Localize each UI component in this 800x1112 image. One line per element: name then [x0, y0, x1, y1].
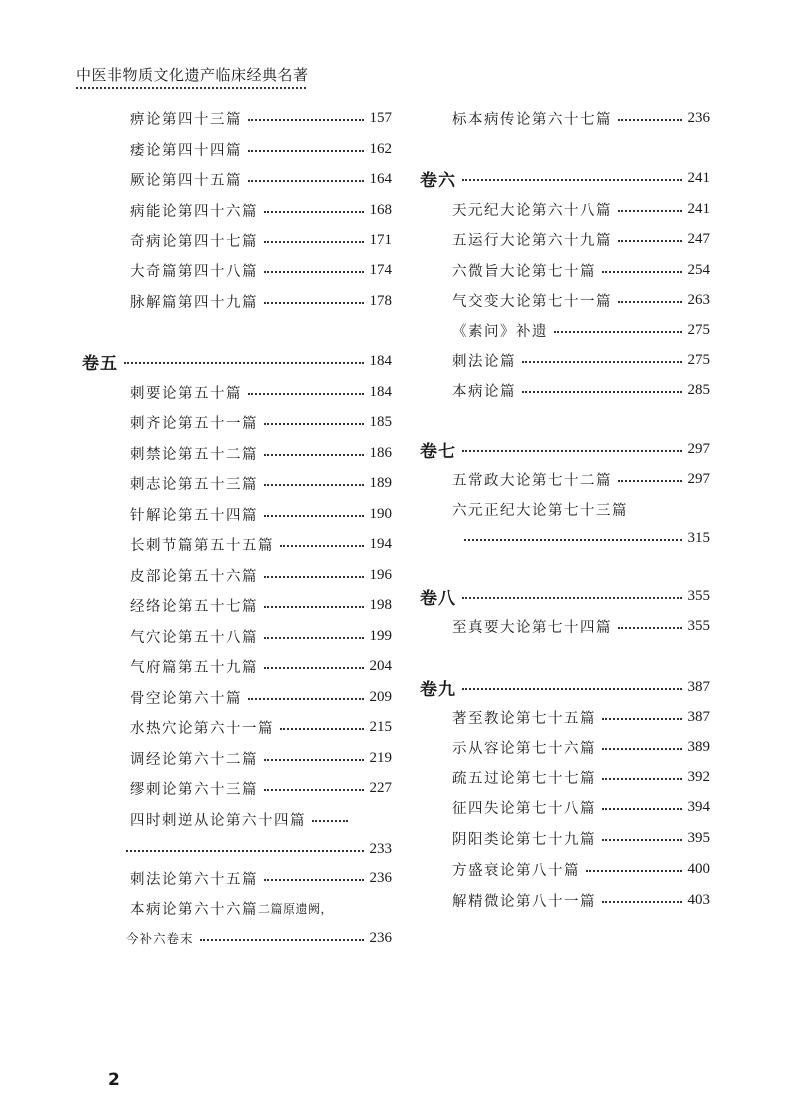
- toc-entry[interactable]: [130, 380, 392, 404]
- leader-dots: [602, 808, 682, 810]
- leader-dots: [264, 879, 364, 881]
- leader-dots: [264, 606, 364, 608]
- toc-entry-label: 大奇篇第四十八篇: [130, 263, 258, 280]
- toc-entry-page: 164: [369, 170, 392, 187]
- leader-dots: [248, 150, 364, 152]
- toc-entry-page: 189: [369, 474, 392, 491]
- toc-entry-label: 针解论第五十四篇: [130, 507, 258, 524]
- toc-entry-label: 五常政大论第七十二篇: [452, 472, 612, 489]
- toc-entry-page: 198: [369, 596, 392, 613]
- toc-entry-label: 阴阳类论第七十九篇: [452, 831, 596, 848]
- toc-entry-page: 194: [369, 535, 392, 552]
- running-header: 中医非物质文化遗产临床经典名著: [76, 66, 309, 84]
- toc-entry-label: 痿论第四十四篇: [130, 142, 242, 159]
- toc-entry-page: 254: [687, 261, 710, 278]
- toc-entry-page: 199: [369, 627, 392, 644]
- toc-entry-page: 247: [687, 230, 710, 247]
- toc-entry[interactable]: [130, 167, 392, 191]
- leader-dots: [200, 939, 364, 941]
- leader-dots: [462, 450, 682, 452]
- toc-entry-page: 236: [687, 109, 710, 126]
- leader-dots: [124, 362, 364, 364]
- leader-dots: [618, 301, 682, 303]
- leader-dots: [554, 331, 682, 333]
- toc-entry-page: 389: [687, 738, 710, 755]
- leader-dots: [522, 391, 682, 393]
- toc-entry-page: 394: [687, 798, 710, 815]
- toc-entry-label: 厥论第四十五篇: [130, 172, 242, 189]
- leader-dots: [264, 576, 364, 578]
- toc-entry-label: 本病论第六十六篇: [130, 901, 258, 918]
- toc-entry-label: 本病论篇: [452, 383, 516, 400]
- toc-entry-label: 痹论第四十三篇: [130, 111, 242, 128]
- toc-entry-page: 190: [369, 505, 392, 522]
- leader-dots: [264, 789, 364, 791]
- toc-entry-continuation: [126, 926, 392, 950]
- toc-entry-page: 297: [687, 440, 710, 457]
- toc-entry[interactable]: [452, 467, 710, 491]
- toc-entry-continuation: [126, 837, 392, 861]
- toc-entry[interactable]: [130, 228, 392, 252]
- toc-entry-page: 227: [369, 779, 392, 796]
- leader-dots: [264, 515, 364, 517]
- toc-entry[interactable]: [130, 532, 392, 556]
- toc-entry-label: 《素问》补遗: [452, 323, 548, 340]
- leader-dots: [248, 393, 364, 395]
- leader-dots: [264, 637, 364, 639]
- toc-entry[interactable]: [452, 705, 710, 729]
- toc-entry-label: 皮部论第五十六篇: [130, 568, 258, 585]
- toc-entry[interactable]: [130, 258, 392, 282]
- toc-entry-label: 刺法论篇: [452, 353, 516, 370]
- toc-entry-page: 263: [687, 291, 710, 308]
- toc-entry-page: 185: [369, 413, 392, 430]
- toc-entry-page: 315: [687, 529, 710, 546]
- toc-volume-label: 卷九: [420, 679, 456, 700]
- toc-entry-note-continued: 今补六卷末: [126, 931, 194, 946]
- toc-entry[interactable]: [130, 502, 392, 526]
- toc-entry-label: 四时刺逆从论第六十四篇: [130, 812, 306, 829]
- toc-entry-label: 六微旨大论第七十篇: [452, 263, 596, 280]
- leader-dots: [586, 870, 682, 872]
- toc-entry-page: 196: [369, 566, 392, 583]
- toc-entry[interactable]: [452, 765, 710, 789]
- toc-volume-label: 卷五: [82, 353, 118, 374]
- toc-entry-label: 方盛衰论第八十篇: [452, 862, 580, 879]
- toc-entry-page: 297: [687, 470, 710, 487]
- leader-dots: [280, 728, 364, 730]
- toc-entry-page: 178: [369, 292, 392, 309]
- leader-dots: [264, 302, 364, 304]
- toc-volume-label: 卷六: [420, 170, 456, 191]
- toc-entry-label: 刺要论第五十篇: [130, 385, 242, 402]
- toc-volume-heading[interactable]: [82, 349, 392, 373]
- toc-entry-page: 236: [369, 929, 392, 946]
- toc-entry[interactable]: [130, 137, 392, 161]
- toc-entry[interactable]: [452, 318, 710, 342]
- toc-entry-page: 204: [369, 657, 392, 674]
- leader-dots: [602, 778, 682, 780]
- toc-entry[interactable]: [452, 857, 710, 881]
- toc-entry-label: 五运行大论第六十九篇: [452, 232, 612, 249]
- toc-entry-page: 241: [687, 169, 710, 186]
- toc-entry-label: 经络论第五十七篇: [130, 598, 258, 615]
- toc-entry[interactable]: [130, 441, 392, 465]
- toc-entry-page: 233: [369, 840, 392, 857]
- toc-entry-page: 355: [687, 617, 710, 634]
- toc-entry-label: 刺齐论第五十一篇: [130, 415, 258, 432]
- toc-entry-page: 355: [687, 587, 710, 604]
- toc-entry-label: 示从容论第七十六篇: [452, 740, 596, 757]
- toc-entry-label: 天元纪大论第六十八篇: [452, 202, 612, 219]
- toc-entry-page: 403: [687, 891, 710, 908]
- toc-entry-label: 调经论第六十二篇: [130, 751, 258, 768]
- toc-entry-page: 400: [687, 860, 710, 877]
- toc-entry-label: 病能论第四十六篇: [130, 203, 258, 220]
- toc-entry-label: 气交变大论第七十一篇: [452, 293, 612, 310]
- toc-entry-label: 骨空论第六十篇: [130, 690, 242, 707]
- toc-entry-label: 长刺节篇第五十五篇: [130, 537, 274, 554]
- toc-volume-heading[interactable]: [420, 675, 710, 699]
- toc-volume-heading[interactable]: [420, 166, 710, 190]
- toc-entry-continuation: [464, 526, 710, 550]
- leader-dots: [264, 241, 364, 243]
- leader-dots: [462, 179, 682, 181]
- toc-entry-label: 缪刺论第六十三篇: [130, 781, 258, 798]
- toc-entry-page: 387: [687, 708, 710, 725]
- leader-dots: [264, 211, 364, 213]
- toc-entry-page: 395: [687, 829, 710, 846]
- leader-dots: [464, 539, 682, 541]
- toc-entry[interactable]: [130, 866, 392, 890]
- toc-entry[interactable]: [452, 614, 710, 638]
- leader-dots: [462, 688, 682, 690]
- leader-dots: [618, 627, 682, 629]
- toc-entry[interactable]: [130, 471, 392, 495]
- leader-dots: [602, 901, 682, 903]
- leader-dots: [522, 361, 682, 363]
- toc-entry[interactable]: [130, 807, 392, 831]
- toc-entry-page: 184: [369, 352, 392, 369]
- toc-entry[interactable]: [452, 378, 710, 402]
- toc-entry[interactable]: [452, 258, 710, 282]
- toc-entry-page: 186: [369, 444, 392, 461]
- toc-entry-page: 285: [687, 381, 710, 398]
- toc-entry-label: 刺禁论第五十二篇: [130, 446, 258, 463]
- toc-entry[interactable]: [130, 624, 392, 648]
- leader-dots: [248, 119, 364, 121]
- toc-entry[interactable]: [130, 593, 392, 617]
- toc-entry[interactable]: [452, 288, 710, 312]
- toc-entry-label: 六元正纪大论第七十三篇: [452, 502, 628, 519]
- toc-entry-page: 219: [369, 749, 392, 766]
- toc-entry[interactable]: [452, 348, 710, 372]
- leader-dots: [618, 240, 682, 242]
- leader-dots: [618, 119, 682, 121]
- toc-entry-page: 168: [369, 201, 392, 218]
- toc-entry[interactable]: [130, 410, 392, 434]
- toc-entry[interactable]: [130, 715, 392, 739]
- toc-entry-page: 241: [687, 200, 710, 217]
- leader-dots: [280, 545, 364, 547]
- leader-dots: [312, 820, 348, 822]
- header-dotted-rule: [76, 87, 306, 89]
- toc-entry-note: 二篇原遗阙，: [258, 901, 334, 916]
- leader-dots: [264, 423, 364, 425]
- leader-dots: [264, 454, 364, 456]
- toc-entry-label: 刺志论第五十三篇: [130, 476, 258, 493]
- toc-entry-page: 236: [369, 869, 392, 886]
- toc-entry-label: 气穴论第五十八篇: [130, 629, 258, 646]
- toc-entry-label: 解精微论第八十一篇: [452, 893, 596, 910]
- toc-entry-page: 171: [369, 231, 392, 248]
- leader-dots: [248, 180, 364, 182]
- toc-entry-label: 疏五过论第七十七篇: [452, 770, 596, 787]
- leader-dots: [602, 271, 682, 273]
- toc-entry[interactable]: [452, 795, 710, 819]
- toc-entry[interactable]: [452, 735, 710, 759]
- toc-entry-label: 著至教论第七十五篇: [452, 710, 596, 727]
- leader-dots: [602, 748, 682, 750]
- toc-entry-page: 162: [369, 140, 392, 157]
- toc-entry-page: 215: [369, 718, 392, 735]
- toc-entry[interactable]: [452, 826, 710, 850]
- toc-entry-page: 174: [369, 261, 392, 278]
- page-number: 2: [108, 1070, 120, 1090]
- toc-entry-label: 奇病论第四十七篇: [130, 233, 258, 250]
- toc-entry[interactable]: [452, 888, 710, 912]
- toc-entry-page: 275: [687, 351, 710, 368]
- toc-entry[interactable]: [130, 776, 392, 800]
- toc-entry[interactable]: [130, 896, 392, 920]
- toc-entry-page: 209: [369, 688, 392, 705]
- leader-dots: [126, 850, 364, 852]
- toc-entry-page: 392: [687, 768, 710, 785]
- leader-dots: [602, 839, 682, 841]
- leader-dots: [248, 698, 364, 700]
- toc-volume-label: 卷八: [420, 588, 456, 609]
- toc-entry-label: 标本病传论第六十七篇: [452, 111, 612, 128]
- toc-entry[interactable]: [130, 106, 392, 130]
- toc-entry[interactable]: [452, 197, 710, 221]
- toc-entry-label: 至真要大论第七十四篇: [452, 619, 612, 636]
- toc-entry-page: 275: [687, 321, 710, 338]
- leader-dots: [264, 271, 364, 273]
- toc-entry[interactable]: [130, 654, 392, 678]
- toc-entry[interactable]: [130, 289, 392, 313]
- toc-entry[interactable]: [130, 198, 392, 222]
- leader-dots: [264, 667, 364, 669]
- toc-entry[interactable]: [130, 563, 392, 587]
- leader-dots: [602, 718, 682, 720]
- toc-entry-page: 157: [369, 109, 392, 126]
- leader-dots: [462, 597, 682, 599]
- toc-entry-page: 184: [369, 383, 392, 400]
- toc-entry[interactable]: [452, 497, 710, 521]
- toc-entry-label: 征四失论第七十八篇: [452, 800, 596, 817]
- toc-entry[interactable]: [130, 685, 392, 709]
- toc-entry-label: 刺法论第六十五篇: [130, 871, 258, 888]
- toc-entry-page: 387: [687, 678, 710, 695]
- toc-entry-label: 脉解篇第四十九篇: [130, 294, 258, 311]
- leader-dots: [618, 210, 682, 212]
- toc-volume-label: 卷七: [420, 441, 456, 462]
- toc-entry[interactable]: [130, 746, 392, 770]
- toc-entry-label: 水热穴论第六十一篇: [130, 720, 274, 737]
- toc-entry-label: 气府篇第五十九篇: [130, 659, 258, 676]
- toc-volume-heading[interactable]: [420, 437, 710, 461]
- leader-dots: [264, 484, 364, 486]
- leader-dots: [264, 759, 364, 761]
- leader-dots: [618, 480, 682, 482]
- toc-entry[interactable]: [452, 106, 710, 130]
- toc-entry[interactable]: [452, 227, 710, 251]
- toc-volume-heading[interactable]: [420, 584, 710, 608]
